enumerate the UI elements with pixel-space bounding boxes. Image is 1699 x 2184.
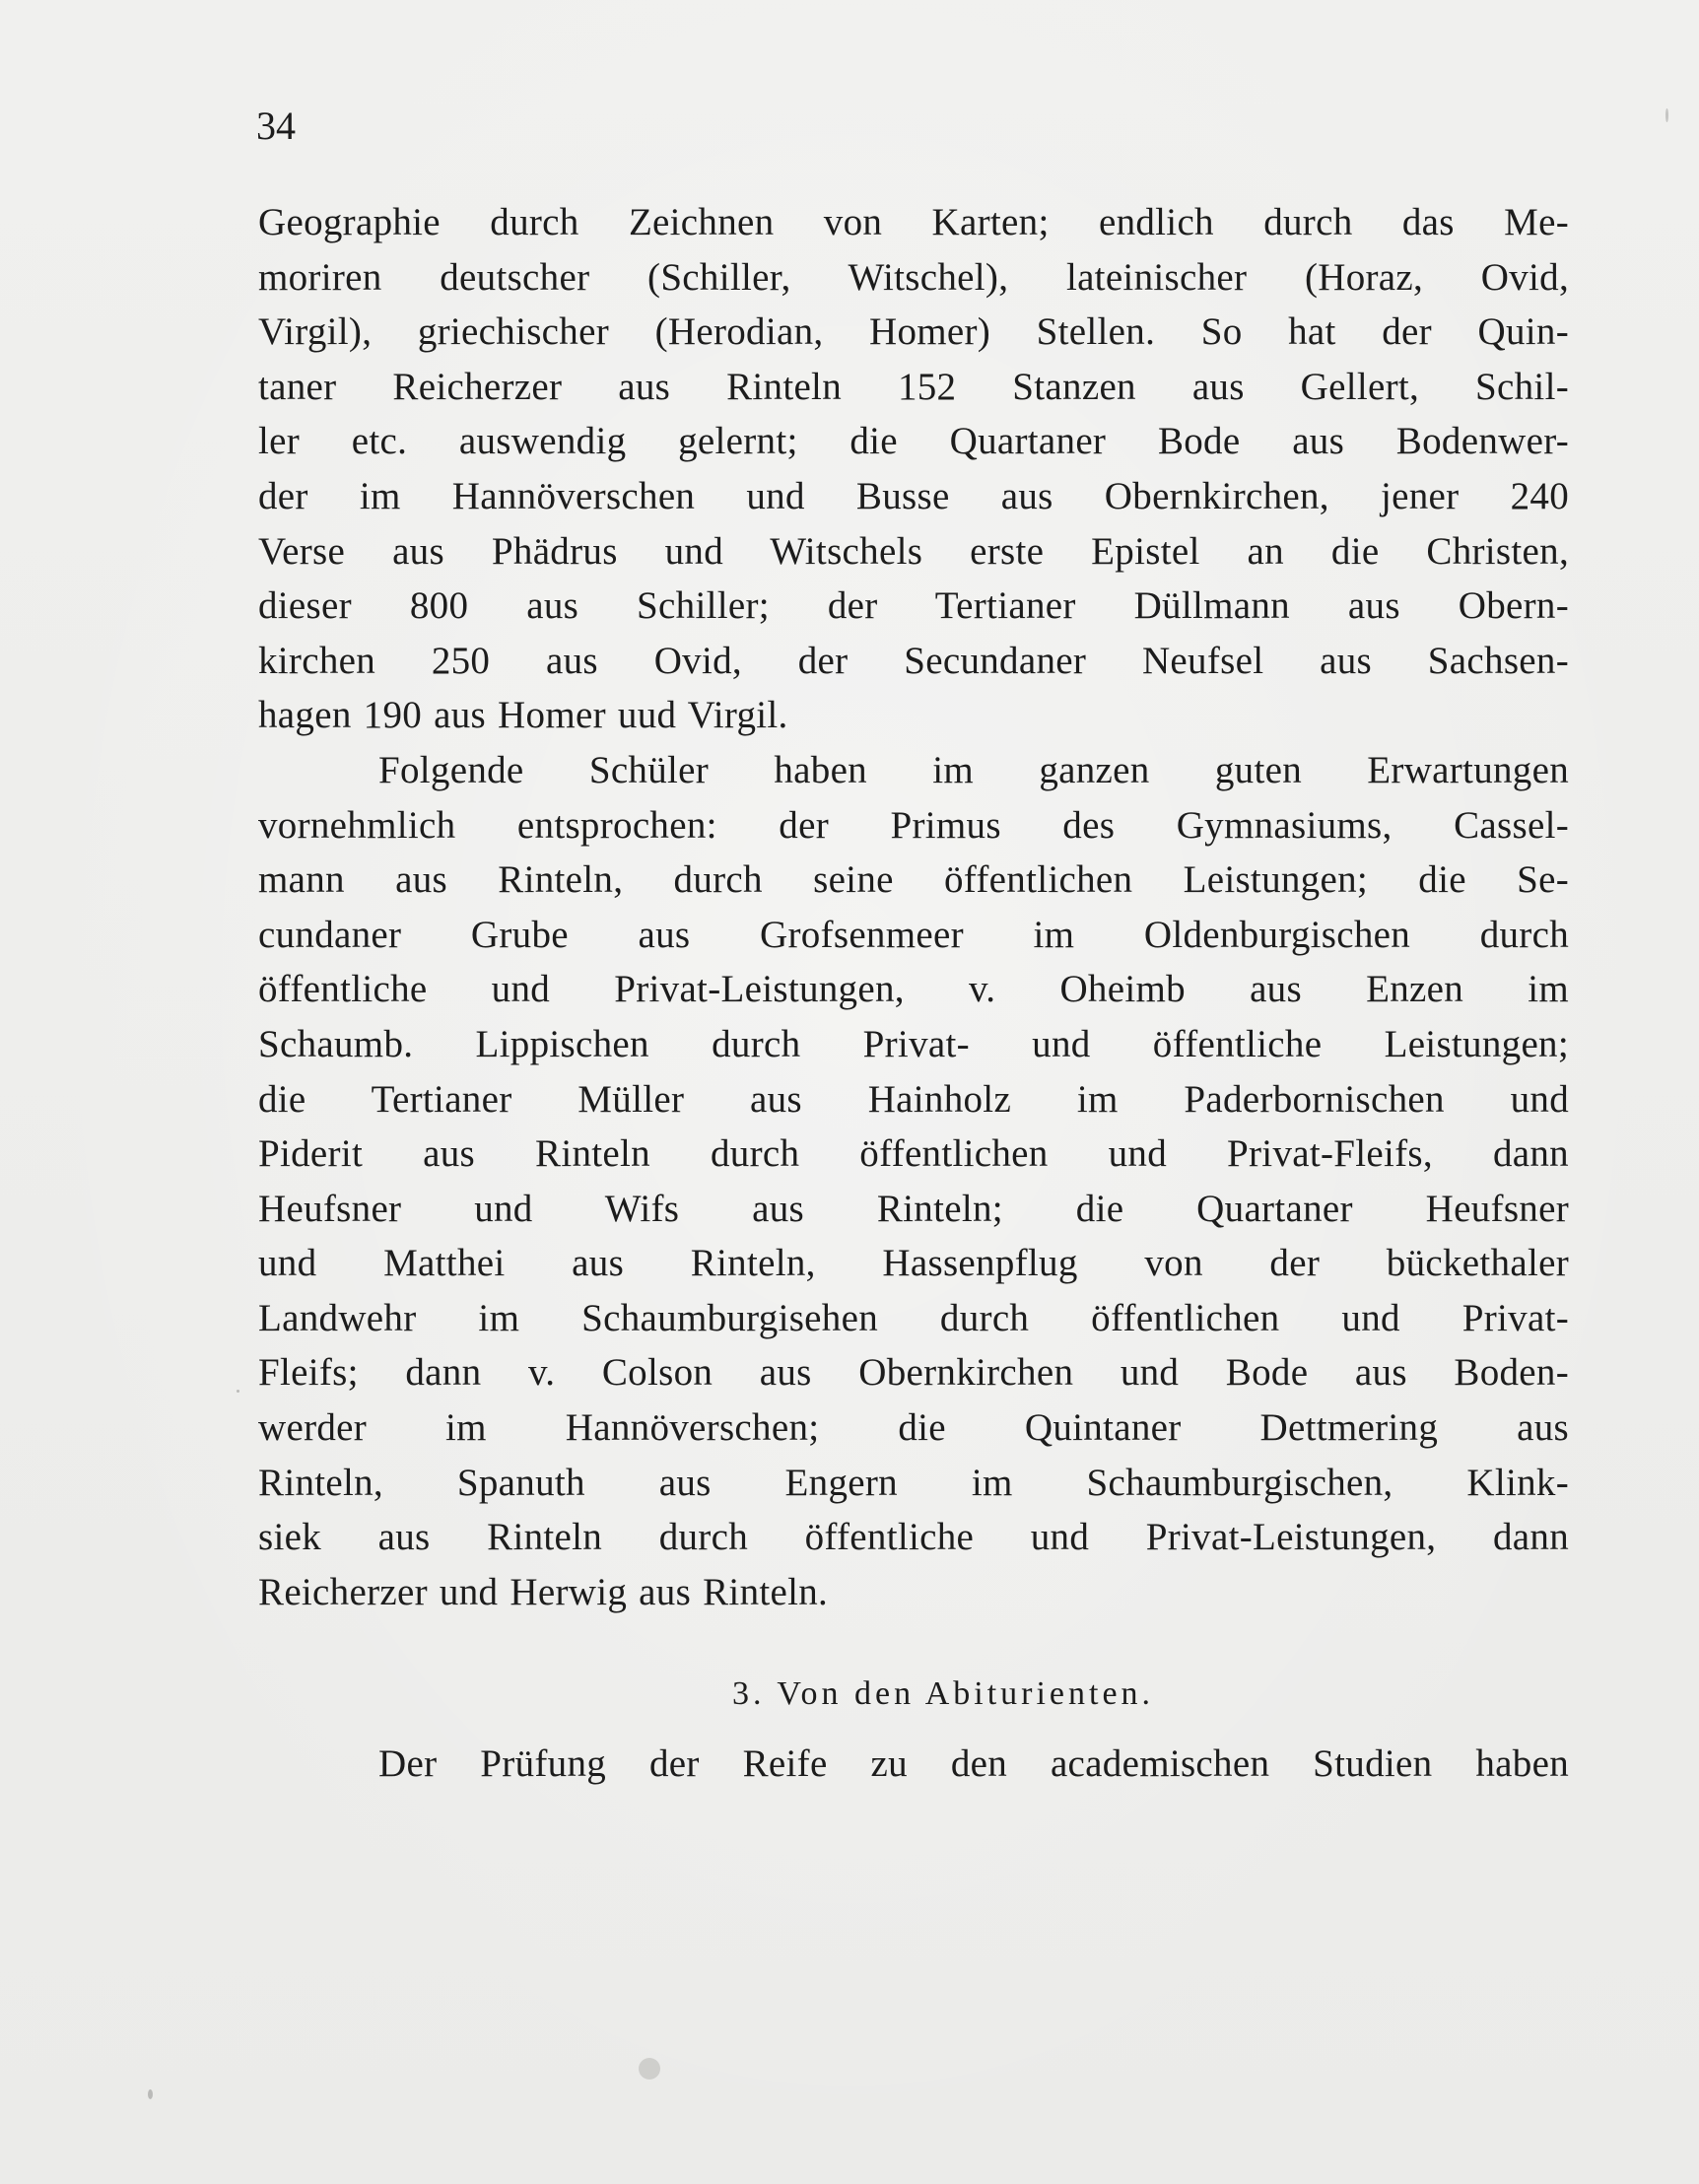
text-line: Der Prüfung der Reife zu den academischen Studien haben xyxy=(378,1742,1569,1785)
paper-speck xyxy=(148,2089,153,2099)
text-line: hagen 190 aus Homer uud Virgil. xyxy=(258,694,788,737)
text-line: taner Reicherzer aus Rinteln 152 Stanzen aus Gellert, Schil- xyxy=(258,365,1569,408)
text-line: öffentliche und Privat-Leistungen, v. Oheimb aus Enzen im xyxy=(258,968,1569,1011)
text-line: Piderit aus Rinteln durch öffentlichen und Privat-Fleifs, dann xyxy=(258,1132,1569,1176)
section-heading: 3. Von den Abiturienten. xyxy=(731,1675,1155,1712)
text-line: der im Hannöverschen und Busse aus Obernkirchen, jener 240 xyxy=(258,474,1569,517)
text-line: dieser 800 aus Schiller; der Tertianer Düllmann aus Obern- xyxy=(258,584,1569,628)
text-line: werder im Hannöverschen; die Quintaner Dettmering aus xyxy=(258,1406,1569,1450)
text-line: Virgil), griechischer (Herodian, Homer) Stellen. So hat der Quin- xyxy=(258,310,1569,354)
text-line: Verse aus Phädrus und Witschels erste Epistel an die Christen, xyxy=(258,529,1569,573)
text-line: Schaumb. Lippischen durch Privat- und öffentliche Leistungen; xyxy=(258,1022,1569,1065)
text-line: mann aus Rinteln, durch seine öffentlichen Leistungen; die Se- xyxy=(258,858,1569,902)
paper-speck xyxy=(237,1390,239,1393)
text-line: Geographie durch Zeichnen von Karten; endlich durch das Me- xyxy=(258,201,1569,243)
text-line: und Matthei aus Rinteln, Hassenpflug von der bückethaler xyxy=(258,1242,1569,1285)
text-line: siek aus Rinteln durch öffentliche und Privat-Leistungen, dann xyxy=(258,1516,1569,1559)
text-line: Fleifs; dann v. Colson aus Obernkirchen und Bode aus Boden- xyxy=(258,1351,1569,1395)
text-line: Folgende Schüler haben im ganzen guten Erwartungen xyxy=(378,748,1569,791)
paper-speck xyxy=(639,2058,660,2080)
page-number: 34 xyxy=(256,103,296,148)
body-text xyxy=(258,195,1569,1619)
text-line: vornehmlich entsprochen: der Primus des Gymnasiums, Cassel- xyxy=(258,803,1569,847)
paper-speck xyxy=(1665,108,1668,122)
text-line: moriren deutscher (Schiller, Witschel), lateinischer (Horaz, Ovid, xyxy=(258,255,1569,299)
text-line: die Tertianer Müller aus Hainholz im Paderbornischen und xyxy=(258,1077,1569,1121)
text-line: Landwehr im Schaumburgisehen durch öffentlichen und Privat- xyxy=(258,1296,1569,1339)
text-line: ler etc. auswendig gelernt; die Quartaner Bode aus Bodenwer- xyxy=(258,420,1569,463)
text-line: Rinteln, Spanuth aus Engern im Schaumburgischen, Klink- xyxy=(258,1461,1569,1504)
text-line: Heufsner und Wifs aus Rinteln; die Quartaner Heufsner xyxy=(258,1187,1569,1230)
text-line: cundaner Grube aus Grofsenmeer im Oldenburgischen durch xyxy=(258,913,1569,956)
text-line: kirchen 250 aus Ovid, der Secundaner Neufsel aus Sachsen- xyxy=(258,639,1569,682)
closing-text xyxy=(258,1737,1569,1792)
text-line: Reicherzer und Herwig aus Rinteln. xyxy=(258,1570,829,1613)
